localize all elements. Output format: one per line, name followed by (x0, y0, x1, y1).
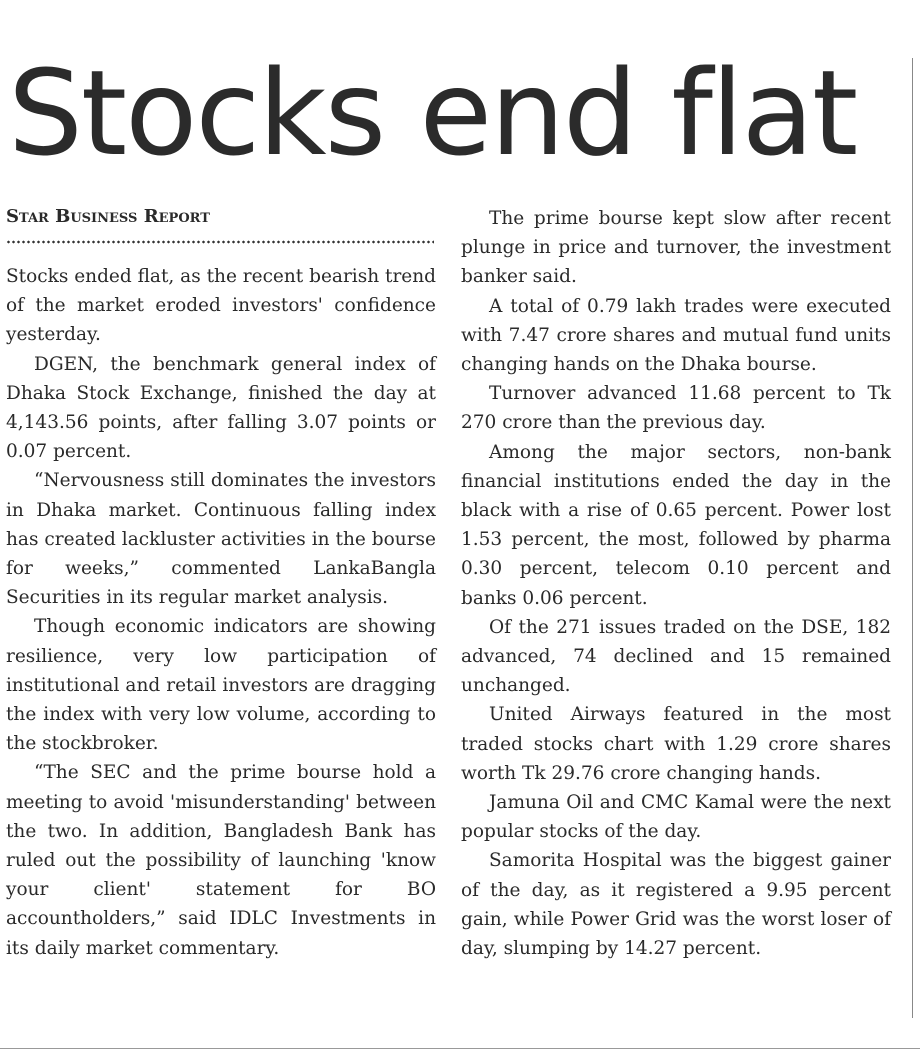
paragraph: The prime bourse kept slow after recent plunge in price and turnover, the investment banker said. (461, 208, 891, 288)
paragraph: A total of 0.79 lakh trades were executed with 7.47 crore shares and mutual fund units changing hands on the Dhaka bourse. (461, 295, 891, 376)
paragraph: “The SEC and the prime bourse hold a meeting to avoid 'misunderstanding' between the two. In addition, Bangladesh Bank has ruled out the possibility of launching 'know your client' statement for BO accountholders,” said IDLC Investments in its daily market commentary. (6, 762, 436, 959)
paragraph: “Nervousness still dominates the investors in Dhaka market. Continuous falling index has created lackluster activities in the bourse for weeks,” commented LankaBangla Securities in its regular market analysis. (6, 470, 436, 609)
byline: Star Business Report (6, 206, 210, 227)
bottom-rule (0, 1048, 920, 1049)
paragraph: United Airways featured in the most traded stocks chart with 1.29 crore shares worth Tk 29.76 crore changing hands. (461, 704, 891, 784)
paragraph: Jamuna Oil and CMC Kamal were the next popular stocks of the day. (461, 792, 891, 843)
paragraph: Among the major sectors, non-bank financial institutions ended the day in the black with a rise of 0.65 percent. Power lost 1.53 percent, the most, followed by pharma 0.30 percent, telecom 0.10 percent and banks 0.06 percent. (461, 441, 891, 609)
paragraph: Though economic indicators are showing resilience, very low participation of institutional and retail investors are dragging the index with very low volume, according to the stockbroker. (6, 616, 436, 755)
paragraph: Of the 271 issues traded on the DSE, 182 advanced, 74 declined and 15 remained unchanged. (461, 616, 891, 697)
paragraph: Turnover advanced 11.68 percent to Tk 270 crore than the previous day. (461, 383, 891, 434)
paragraph: Stocks ended flat, as the recent bearish trend of the market eroded investors' confidence yesterday. (6, 266, 436, 346)
column-rule (912, 58, 913, 1018)
left-column (6, 262, 436, 963)
paragraph: Samorita Hospital was the biggest gainer of the day, as it registered a 9.95 percent gain, while Power Grid was the worst loser of day, slumping by 14.27 percent. (461, 850, 891, 960)
right-column (461, 204, 891, 963)
paragraph: DGEN, the benchmark general index of Dhaka Stock Exchange, finished the day at 4,143.56 points, after falling 3.07 points or 0.07 percent. (6, 353, 436, 463)
headline: Stocks end flat (8, 44, 857, 182)
dotted-divider (6, 240, 434, 244)
